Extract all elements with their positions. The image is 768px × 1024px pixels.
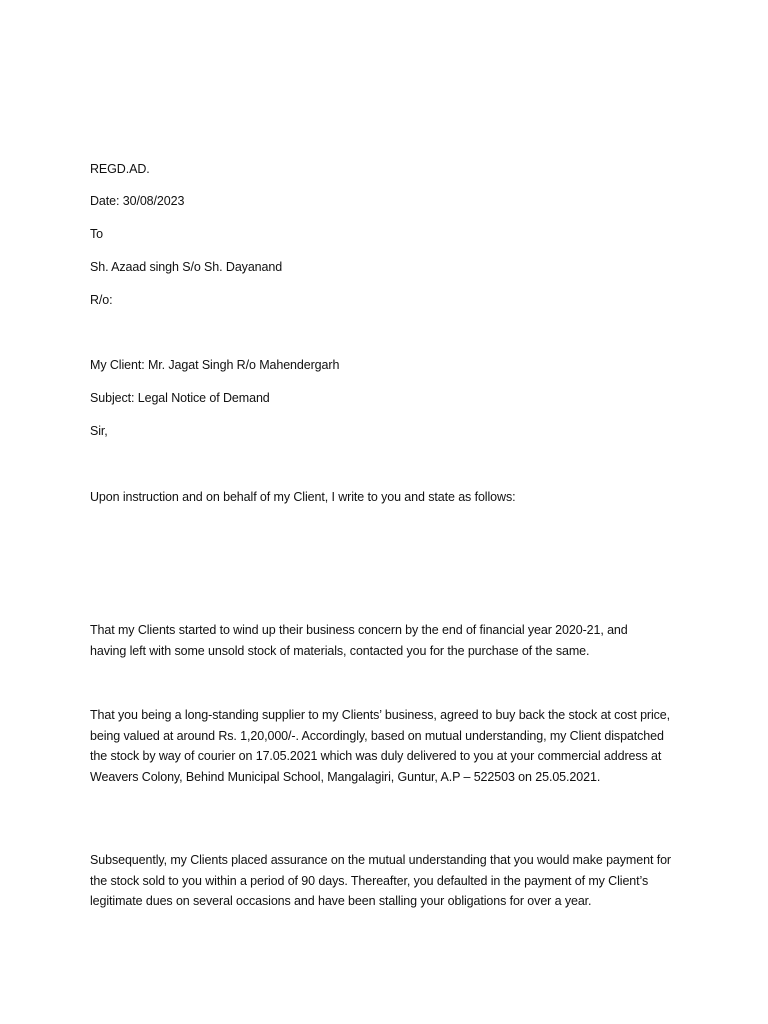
intro-statement: Upon instruction and on behalf of my Client, I write to you and state as follows: [90,490,516,504]
registered-ad-header: REGD.AD. [90,162,150,176]
client-line: My Client: Mr. Jagat Singh R/o Mahendergarh [90,358,340,372]
subject-line: Subject: Legal Notice of Demand [90,391,270,405]
to-label: To [90,227,104,241]
paragraph-default: Subsequently, my Clients placed assurance on the mutual understanding that you would make payment for the stock sold to you within a period of 90 days. Thereafter, you defaulted in the payment of my Client’s legitimate dues on several occasions and have been stalling your obligations for over a year. [90,853,671,908]
letter-date: Date: 30/08/2023 [90,194,185,208]
paragraph-buy-back: That you being a long-standing supplier to my Clients’ business, agreed to buy back the stock at cost price, being valued at around Rs. 1,20,000/-. Accordingly, based on mutual understanding, my Client dispatched the stock by way of courier on 17.05.2021 which was duly delivered to you at your commercial address at Weavers Colony, Behind Municipal School, Mangalagiri, Guntur, A.P – 522503 on 25.05.2021. [90,708,671,784]
addressee-residence: R/o: [90,293,113,307]
salutation: Sir, [90,424,108,438]
paragraph-wind-up: That my Clients started to wind up their business concern by the end of financial year 2020-21, and having left with some unsold stock of materials, contacted you for the purchase of the same. [90,623,628,658]
addressee-name: Sh. Azaad singh S/o Sh. Dayanand [90,260,283,274]
